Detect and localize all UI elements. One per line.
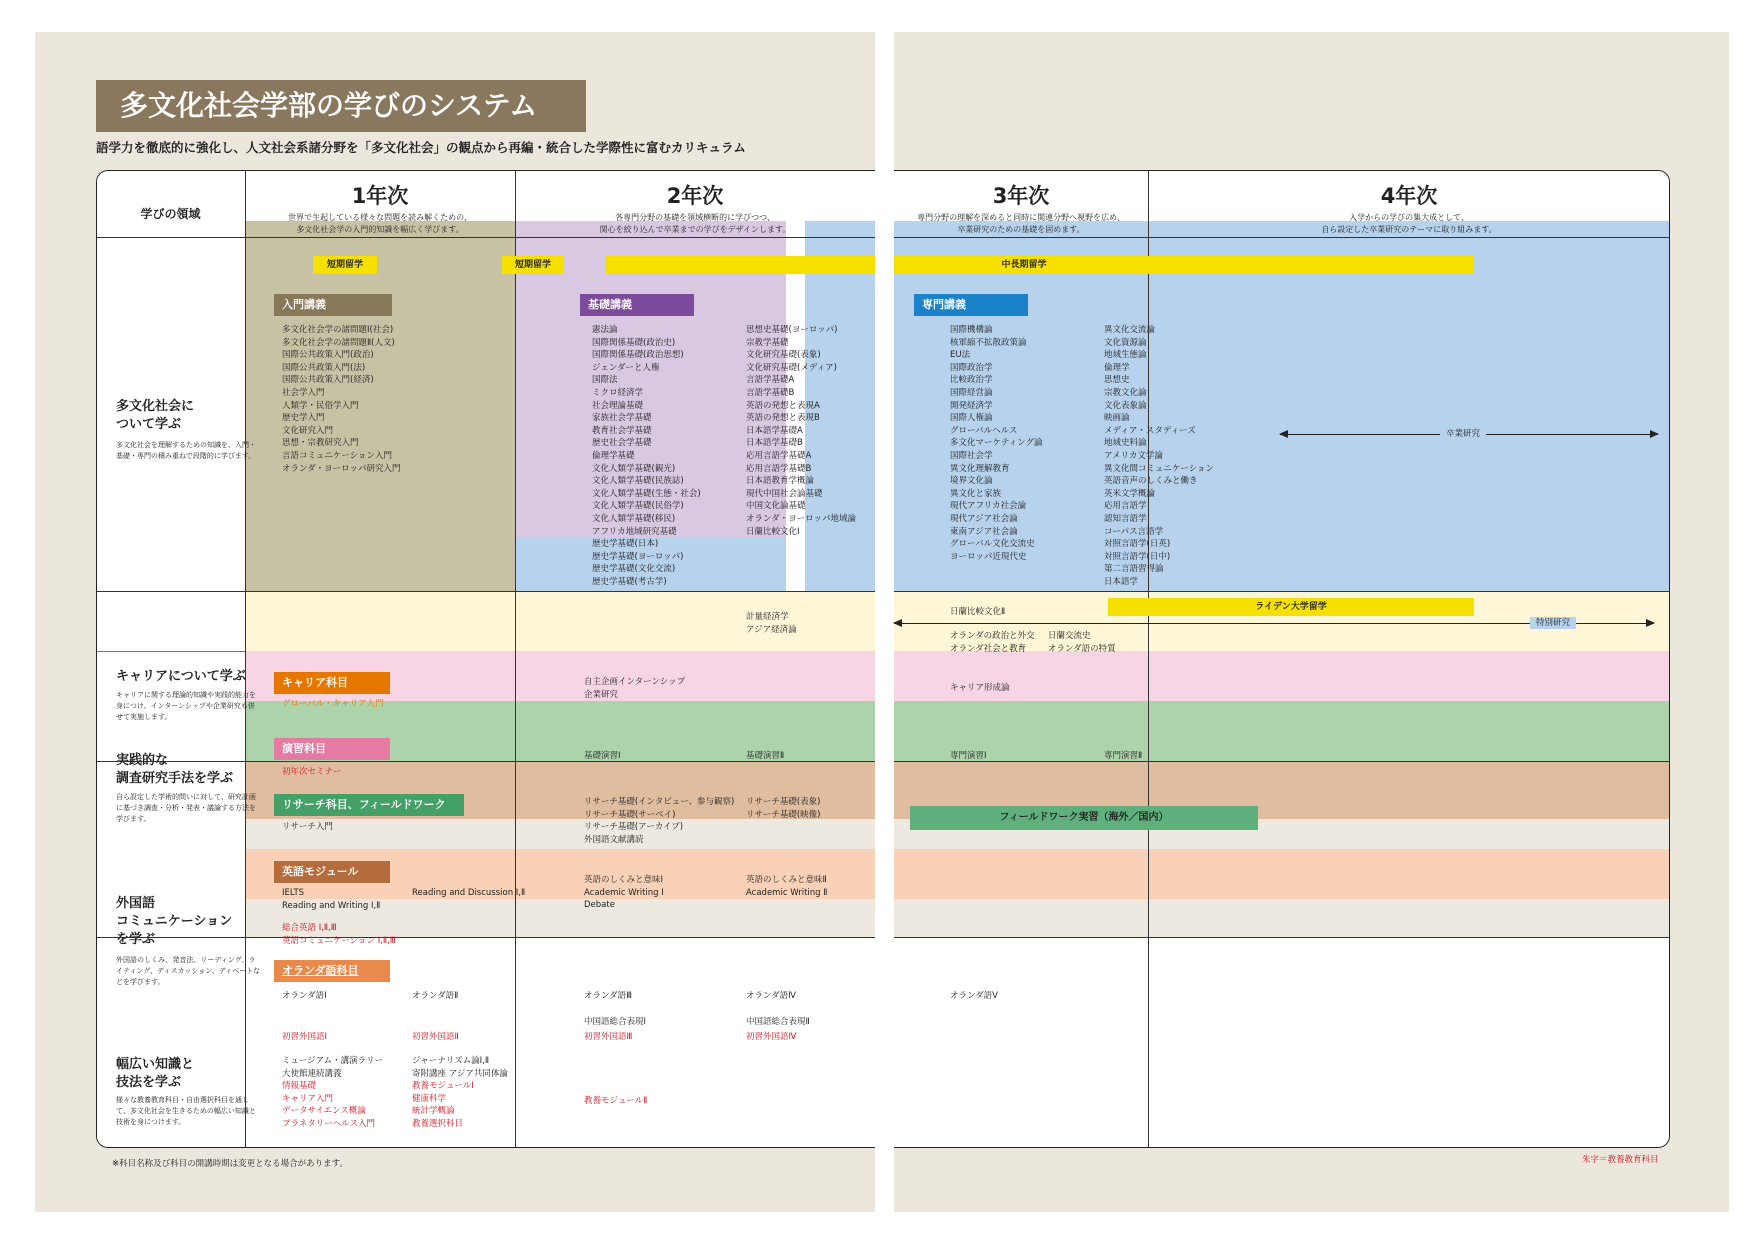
row-desc-multicultural: 多文化社会を理解するための知識を、入門・基礎・専門の積み重ねで段階的に学びます。 (116, 441, 256, 460)
tag-research: リサーチ科目、フィールドワーク (274, 794, 464, 816)
row-label-multicultural-2: ついて学ぶ (116, 417, 182, 432)
broad-course-y2: 教養モジュールⅡ (584, 1096, 648, 1106)
tag-specialized-lectures: 専門講義 (914, 294, 1028, 316)
basic-course: 日本語教育学概論 (746, 476, 815, 487)
row-label-broad-2: 技法を学ぶ (116, 1075, 182, 1090)
year1-desc-1: 世界で生起している様々な問題を読み解くための、 (288, 213, 472, 222)
specialized-course: 国際社会学 (950, 450, 993, 461)
english-course: Debate (584, 900, 615, 911)
broad-course: プラネタリーヘルス入門 (282, 1118, 375, 1129)
specialized-course: 国際人権論 (950, 413, 993, 424)
basic-course: 教育社会学基礎 (592, 425, 652, 436)
dutch-feature-course: オランダ語の特質 (1048, 644, 1116, 654)
english-course-y1a-2: Reading and Writing Ⅰ,Ⅱ (282, 901, 381, 911)
seminar-course-y1: 初年次セミナー (282, 767, 342, 777)
basic-course: 中国文化論基礎 (746, 501, 806, 512)
basic-course: 歴史学基礎(文化交流) (592, 564, 676, 575)
specialized-course: 現代アフリカ社会論 (950, 501, 1027, 512)
mid-study-abroad-bar-y4 (1154, 256, 1474, 274)
year3-desc-1: 専門分野の理解を深めると同時に関連分野へ視野を広め、 (917, 213, 1125, 222)
tag-seminar: 演習科目 (274, 738, 390, 760)
dutch-course-1: オランダ語Ⅰ (282, 991, 327, 1001)
research-course: リサーチ基礎(インタビュー、参与観察) (584, 797, 735, 807)
specialized-course: 対照言語学(日中) (1104, 551, 1171, 562)
year4-title: 4年次 (1380, 184, 1438, 208)
page-gutter (875, 160, 894, 1160)
broad-course: キャリア入門 (282, 1093, 334, 1104)
research-course: リサーチ基礎(映像) (746, 809, 821, 820)
career-course-y2-1: 自主企画インターンシップ (584, 677, 686, 687)
chinese-course-2: 中国語総合表現Ⅱ (746, 1017, 810, 1027)
short-study-abroad-1: 短期留学 (313, 256, 377, 274)
basic-course: 言語学基礎A (746, 375, 795, 386)
research-course-y1: リサーチ入門 (282, 822, 333, 832)
row-label-language-3: を学ぶ (116, 932, 156, 947)
research-course: 外国語文献講読 (584, 834, 644, 845)
row-desc-career: キャリアに関する理論的知識や実践的能力を身につけ、インターンシップや企業研究も併せて実施します。 (116, 691, 256, 721)
basic-course: 歴史社会学基礎 (592, 438, 652, 449)
basic-course: 日本語学基礎A (746, 425, 803, 436)
specialized-course: メディア・スタディーズ (1104, 425, 1196, 436)
dutch-course-3: オランダ語Ⅲ (584, 991, 633, 1001)
foreign-course-1: 初習外国語Ⅰ (282, 1032, 328, 1042)
broad-course-list-2 (412, 1055, 508, 1131)
basic-course: 日蘭比較文化Ⅰ (746, 526, 800, 537)
intro-course: 言語コミュニケーション入門 (282, 450, 392, 461)
row-label-career: キャリアについて学ぶ (116, 669, 246, 684)
tag-basic-lectures: 基礎講義 (580, 294, 694, 316)
specialized-course: 文化資源論 (1104, 337, 1147, 348)
dutch-politics-course: オランダの政治と外交 (950, 631, 1035, 641)
row-label-broad-1: 幅広い知識と (116, 1057, 195, 1072)
dutch-society-course: オランダ社会と教育 (950, 644, 1027, 654)
intro-course: 国際公共政策入門(経済) (282, 375, 374, 386)
specialized-course: 倫理学 (1104, 362, 1130, 373)
basic-course-extra (746, 611, 797, 636)
year2-desc-2: 関心を絞り込んで卒業までの学びをデザインします。 (599, 225, 791, 234)
specialized-course: 思想史 (1104, 375, 1130, 386)
broad-course: 教養選択科目 (412, 1118, 464, 1129)
specialized-course: 英語音声のしくみと働き (1104, 476, 1198, 487)
mid-study-abroad-bar-y2 (606, 256, 875, 274)
basic-course: 国際関係基礎(政治思想) (592, 350, 684, 361)
basic-course: 応用言語学基礎B (746, 463, 812, 474)
basic-course: 歴史学基礎(日本) (592, 539, 659, 550)
chinese-course-1: 中国語総合表現Ⅰ (584, 1017, 647, 1027)
basic-course: 応用言語学基礎A (746, 450, 812, 461)
graduation-research-label: 卒業研究 (1440, 428, 1486, 440)
fieldwork-bar: フィールドワーク実習（海外／国内） (910, 806, 1258, 830)
page-subtitle: 語学力を徹底的に強化し、人文社会系諸分野を「多文化社会」の観点から再編・統合した学際性に富むカリキュラム (96, 140, 746, 155)
tag-english-module: 英語モジュール (274, 861, 390, 883)
intro-course: オランダ・ヨーロッパ研究入門 (282, 463, 401, 474)
basic-course-list-2 (746, 324, 856, 538)
basic-course: 倫理学基礎 (592, 450, 635, 461)
intro-course: 社会学入門 (282, 387, 325, 398)
research-course: リサーチ基礎(アーカイブ) (584, 822, 684, 833)
broad-course: 統計学概論 (412, 1106, 455, 1117)
specialized-course: コーパス言語学 (1104, 526, 1164, 537)
research-course: リサーチ基礎(サーベイ) (584, 809, 676, 820)
specialized-course: 国際政治学 (950, 362, 993, 373)
basic-course: ミクロ経済学 (592, 387, 644, 398)
intro-course: 国際公共政策入門(政治) (282, 350, 374, 361)
nichiran-2: 日蘭比較文化Ⅱ (950, 607, 1006, 617)
specialized-course: EU法 (950, 350, 971, 361)
japan-dutch-exchange-course: 日蘭交流史 (1048, 631, 1091, 641)
specialized-course: 東南アジア社会論 (950, 526, 1018, 537)
basic-course: 文化人類学基礎(移民) (592, 513, 676, 524)
intro-course: 多文化社会学の諸問題Ⅰ(社会) (282, 325, 394, 335)
row-desc-broad: 様々な教養教育科目・自由選択科目を通して、多文化社会を生きるための幅広い知識と技術を身につけます。 (116, 1096, 256, 1126)
english-course: 英語のしくみと意味Ⅱ (746, 875, 827, 885)
year1-desc-2: 多文化社会学の入門的知識を幅広く学びます。 (296, 225, 464, 234)
english-course: Academic Writing Ⅰ (584, 887, 664, 898)
year4-desc-1: 入学からの学びの集大成として、 (1349, 213, 1469, 222)
basic-course: 歴史学基礎(考古学) (592, 576, 667, 587)
english-course-y2b-list (746, 874, 827, 899)
broad-course: ミュージアム・講演ラリー (282, 1056, 384, 1066)
basic-course-list-1 (592, 324, 701, 588)
specialized-course: アメリカ文学論 (1104, 450, 1163, 461)
english-course: 英語のしくみと意味Ⅰ (584, 875, 664, 885)
broad-course: 情報基礎 (282, 1081, 317, 1092)
basic-course: 日本語学基礎B (746, 438, 803, 449)
specialized-course: グローバルヘルス (950, 425, 1018, 436)
seminar-course-y2a: 基礎演習Ⅰ (584, 751, 621, 761)
seminar-course-y2b: 基礎演習Ⅱ (746, 751, 785, 761)
basic-course: アフリカ地域研究基礎 (592, 526, 677, 537)
specialized-course: 異文化理解教育 (950, 463, 1010, 474)
specialized-course: 境界文化論 (950, 476, 993, 487)
research-course-list-2 (746, 796, 820, 821)
broad-course: 大使館連続講義 (282, 1068, 342, 1079)
row-label-language-2: コミュニケーション (116, 914, 233, 929)
intro-course: 国際公共政策入門(法) (282, 362, 366, 373)
basic-course: 文化人類学基礎(民族誌) (592, 476, 684, 487)
specialized-course: 核軍縮不拡散政策論 (950, 337, 1027, 348)
dutch-course-4: オランダ語Ⅳ (746, 991, 797, 1001)
seminar-course-y3b: 専門演習Ⅱ (1104, 751, 1143, 761)
basic-course: 文化人類学基礎(生態・社会) (592, 488, 701, 499)
row-label-practice-1: 実践的な (116, 753, 169, 768)
basic-course: 思想史基礎(ヨーロッパ) (746, 325, 838, 335)
basic-course: 言語学基礎B (746, 387, 795, 398)
dutch-course-2: オランダ語Ⅱ (412, 991, 459, 1001)
year3-title: 3年次 (992, 184, 1050, 208)
basic-course: ジェンダーと人権 (592, 362, 660, 373)
specialized-course: 国際機構論 (950, 325, 993, 335)
basic-course: 宗教学基礎 (746, 337, 789, 348)
row-desc-practice: 自ら設定した学術的問いに対して、研究計画に基づき調査・分析・発表・議論する方法を学びます。 (116, 793, 256, 823)
basic-course: 計量経済学 (746, 612, 789, 622)
general-english-1: 総合英語 Ⅰ,Ⅱ,Ⅲ (282, 923, 337, 933)
basic-course: 国際法 (592, 375, 618, 386)
specialized-course: グローバル文化交流史 (950, 539, 1035, 550)
specialized-course: 応用言語学 (1104, 501, 1147, 512)
specialized-course: 英米文学概論 (1104, 488, 1156, 499)
specialized-course: 異文化間コミュニケーション (1104, 463, 1214, 474)
specialized-course: 地域史料論 (1104, 438, 1147, 449)
english-course: Academic Writing Ⅱ (746, 887, 828, 898)
basic-course: 憲法論 (592, 325, 618, 335)
specialized-course: 国際経営論 (950, 387, 993, 398)
intro-course: 文化研究入門 (282, 425, 334, 436)
year2-title: 2年次 (666, 184, 724, 208)
year2-desc-1: 各専門分野の基礎を領域横断的に学びつつ、 (615, 213, 775, 222)
basic-course: オランダ・ヨーロッパ地域論 (746, 513, 856, 524)
specialized-course: 異文化と家族 (950, 488, 1002, 499)
english-course-y2a-list (584, 874, 664, 912)
row-desc-language: 外国語のしくみ、発音法、リーディング、ライティング、ディスカッション、ディベートなどを学びます。 (116, 956, 261, 986)
career-course-y3: キャリア形成論 (950, 683, 1010, 693)
row-label-multicultural-1: 多文化社会に (116, 399, 195, 414)
mid-study-abroad: 中長期留学 (894, 256, 1154, 274)
basic-course: 文化研究基礎(メディア) (746, 362, 837, 373)
basic-course: 文化研究基礎(表象) (746, 350, 821, 361)
career-course-y1: グローバル・キャリア入門 (282, 699, 384, 709)
short-study-abroad-2: 短期留学 (502, 256, 564, 274)
basic-course: 社会理論基礎 (592, 400, 644, 411)
basic-course: アジア経済論 (746, 624, 797, 635)
specialized-course-list-1 (950, 324, 1042, 563)
specialized-course: 映画論 (1104, 413, 1130, 424)
broad-course: 健康科学 (412, 1093, 447, 1104)
specialized-course-list-2 (1104, 324, 1214, 588)
specialized-course: 地域生態論 (1104, 350, 1147, 361)
specialized-course: 開発経済学 (950, 400, 993, 411)
year1-title: 1年次 (351, 184, 409, 208)
basic-course: 国際関係基礎(政治史) (592, 337, 676, 348)
specialized-course: 認知言語学 (1104, 513, 1147, 524)
specialized-course: 文化表象論 (1104, 400, 1147, 411)
basic-course: 英語の発想と表現A (746, 400, 820, 411)
row-label-language-1: 外国語 (116, 896, 156, 911)
basic-course: 文化人類学基礎(民俗学) (592, 501, 684, 512)
broad-course: 寄附講座 アジア共同体論 (412, 1068, 508, 1079)
row-label-practice-2: 調査研究手法を学ぶ (116, 771, 234, 786)
specialized-course: 多文化マーケティング論 (950, 438, 1043, 449)
career-course-y2-2: 企業研究 (584, 690, 619, 700)
domain-header: 学びの領域 (140, 207, 201, 221)
footnote: ※科目名称及び科目の開講時期は変更となる場合があります。 (112, 1159, 348, 1169)
specialized-course: 対照言語学(日英) (1104, 539, 1171, 550)
intro-course: 人類学・民俗学入門 (282, 400, 359, 411)
broad-course-list-1 (282, 1055, 383, 1131)
tag-dutch: オランダ語科目 (274, 960, 390, 982)
specialized-course: 比較政治学 (950, 375, 993, 386)
specialized-course: 現代アジア社会論 (950, 513, 1018, 524)
research-course-list-1 (584, 796, 734, 846)
basic-course: 家族社会学基礎 (592, 413, 652, 424)
foreign-course-3: 初習外国語Ⅲ (584, 1032, 633, 1042)
foreign-course-4: 初習外国語Ⅳ (746, 1032, 797, 1042)
year4-desc-2: 自ら設定した卒業研究のテーマに取り組みます。 (1321, 225, 1497, 234)
basic-course: 文化人類学基礎(観光) (592, 463, 676, 474)
broad-course: ジャーナリズム論Ⅰ,Ⅱ (412, 1056, 490, 1066)
tag-career: キャリア科目 (274, 672, 390, 694)
intro-course-list (282, 324, 401, 475)
specialized-course: 第二言語習得論 (1104, 564, 1164, 575)
english-course-y1a-1: IELTS (282, 888, 305, 898)
broad-course: 教養モジュールⅠ (412, 1081, 474, 1092)
intro-course: 多文化社会学の諸問題Ⅱ(人文) (282, 337, 395, 348)
basic-course: 英語の発想と表現B (746, 413, 820, 424)
tag-intro-lectures: 入門講義 (274, 294, 392, 316)
specialized-course: 宗教文化論 (1104, 387, 1147, 398)
intro-course: 歴史学入門 (282, 413, 325, 424)
general-english-2: 英語コミュニケーション Ⅰ,Ⅱ,Ⅲ (282, 936, 396, 946)
leiden-study-abroad: ライデン大学留学 (1108, 598, 1474, 616)
page-title: 多文化社会学部の学びのシステム (96, 80, 586, 132)
intro-course: 思想・宗教研究入門 (282, 438, 359, 449)
english-course-y1b: Reading and Discussion Ⅰ,Ⅱ (412, 888, 526, 898)
dutch-course-5: オランダ語Ⅴ (950, 991, 998, 1001)
legend-red-text: 朱字＝教養教育科目 (1582, 1155, 1659, 1165)
special-research-label: 特別研究 (1530, 617, 1576, 629)
foreign-course-2: 初習外国語Ⅱ (412, 1032, 459, 1042)
broad-course: データサイエンス概論 (282, 1106, 366, 1117)
year3-desc-2: 卒業研究のための基礎を固めます。 (957, 225, 1085, 234)
specialized-course: 日本語学 (1104, 576, 1139, 587)
research-course: リサーチ基礎(表象) (746, 797, 821, 807)
specialized-course: ヨーロッパ近現代史 (950, 551, 1027, 562)
specialized-bg (805, 221, 1670, 591)
basic-course: 歴史学基礎(ヨーロッパ) (592, 551, 684, 562)
specialized-course: 異文化交流論 (1104, 325, 1156, 335)
basic-course: 現代中国社会論基礎 (746, 488, 823, 499)
seminar-course-y3a: 専門演習Ⅰ (950, 751, 987, 761)
